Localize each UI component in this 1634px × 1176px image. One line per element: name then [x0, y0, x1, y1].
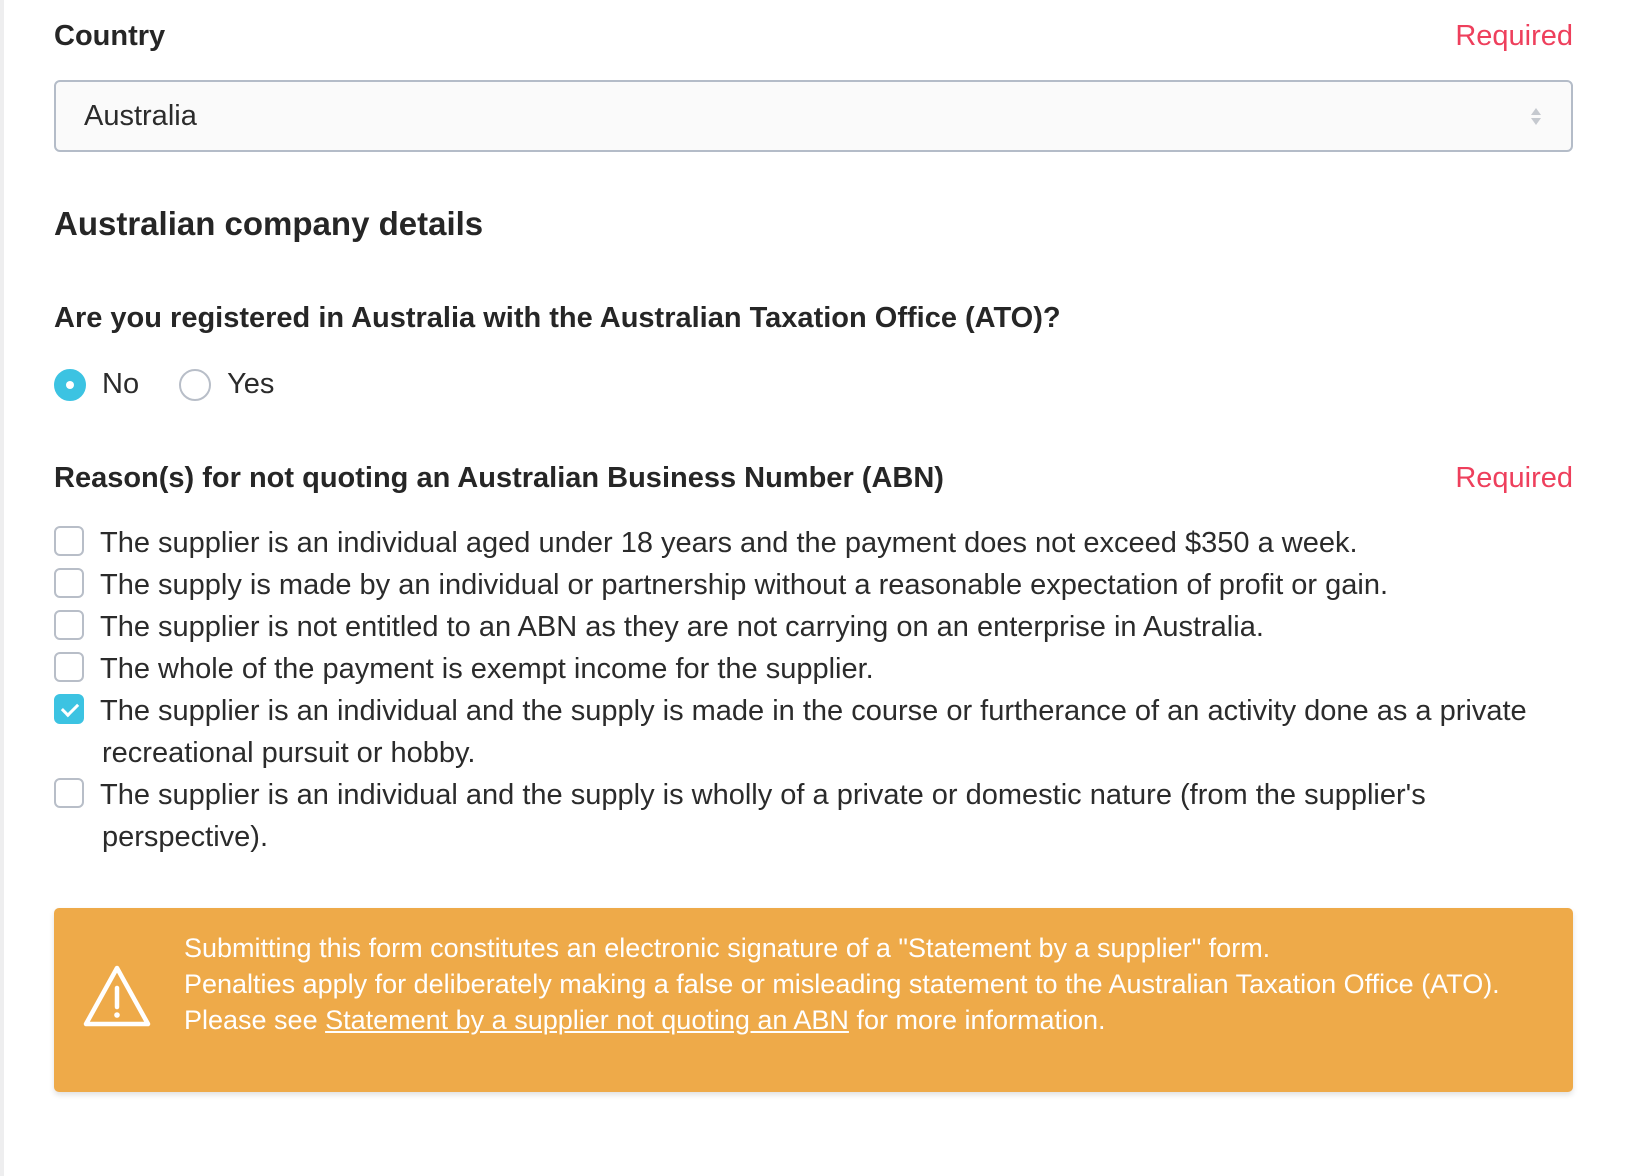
ato-radio-group: [54, 368, 314, 401]
alert-message: [184, 930, 1544, 1038]
reason-checkbox-5[interactable]: [54, 694, 84, 724]
reason-item: [54, 564, 1573, 606]
radio-yes-label: Yes: [227, 368, 275, 400]
reason-checkbox-6[interactable]: [54, 778, 84, 808]
reasons-required-indicator: Required: [1455, 461, 1573, 494]
reason-item: [54, 648, 1573, 690]
statement-link[interactable]: Statement by a supplier not quoting an ABN: [325, 1005, 849, 1035]
reason-text: The supplier is an individual and the supply is wholly of a private or domestic nature (from the supplier's perspective).: [100, 779, 1426, 853]
alert-line-more-info: [184, 1002, 1544, 1038]
alert-line-signature: Submitting this form constitutes an electronic signature of a "Statement by a supplier" form.: [184, 933, 1271, 963]
reason-text: The supplier is an individual and the supply is made in the course or furtherance of an activity done as a private recreational pursuit or hobby.: [100, 695, 1527, 769]
reasons-label: Reason(s) for not quoting an Australian Business Number (ABN): [54, 461, 944, 494]
reason-checkbox-3[interactable]: [54, 610, 84, 640]
reasons-field-header: [54, 460, 1573, 496]
reason-text: The supplier is an individual aged under 18 years and the payment does not exceed $350 a week.: [100, 527, 1358, 559]
reason-text: The supplier is not entitled to an ABN as they are not carrying on an enterprise in Australia.: [100, 611, 1264, 643]
radio-no-label: No: [102, 368, 140, 400]
reason-item: [54, 690, 1573, 774]
select-arrows-icon: [1529, 105, 1543, 127]
radio-option-no[interactable]: [54, 368, 139, 401]
country-select[interactable]: [54, 80, 1573, 152]
country-select-value: Australia: [84, 99, 197, 132]
reason-text: The supply is made by an individual or partnership without a reasonable expectation of profit or gain.: [100, 569, 1389, 601]
radio-no[interactable]: [54, 369, 86, 401]
section-title: Australian company details: [54, 205, 484, 242]
reason-item: [54, 606, 1573, 648]
warning-icon: [82, 964, 152, 1028]
reason-item: [54, 774, 1573, 858]
alert-line-penalties: Penalties apply for deliberately making a false or misleading statement to the Australian Taxation Office (ATO).: [184, 969, 1500, 999]
ato-question-label: Are you registered in Australia with the Australian Taxation Office (ATO)?: [54, 302, 1061, 334]
reason-checkbox-1[interactable]: [54, 526, 84, 556]
alert-prefix: Please see: [184, 1005, 326, 1035]
reason-item: [54, 522, 1573, 564]
reasons-checklist: [54, 522, 1573, 858]
reason-checkbox-2[interactable]: [54, 568, 84, 598]
country-required-indicator: Required: [1455, 19, 1573, 52]
reason-text: The whole of the payment is exempt income for the supplier.: [100, 653, 874, 685]
country-label: Country: [54, 19, 166, 52]
radio-yes[interactable]: [179, 369, 211, 401]
alert-suffix: for more information.: [848, 1005, 1106, 1035]
country-field-header: [54, 18, 1573, 54]
left-rail: [0, 0, 4, 1176]
warning-alert: [54, 908, 1573, 1092]
radio-option-yes[interactable]: [179, 368, 274, 401]
reason-checkbox-4[interactable]: [54, 652, 84, 682]
